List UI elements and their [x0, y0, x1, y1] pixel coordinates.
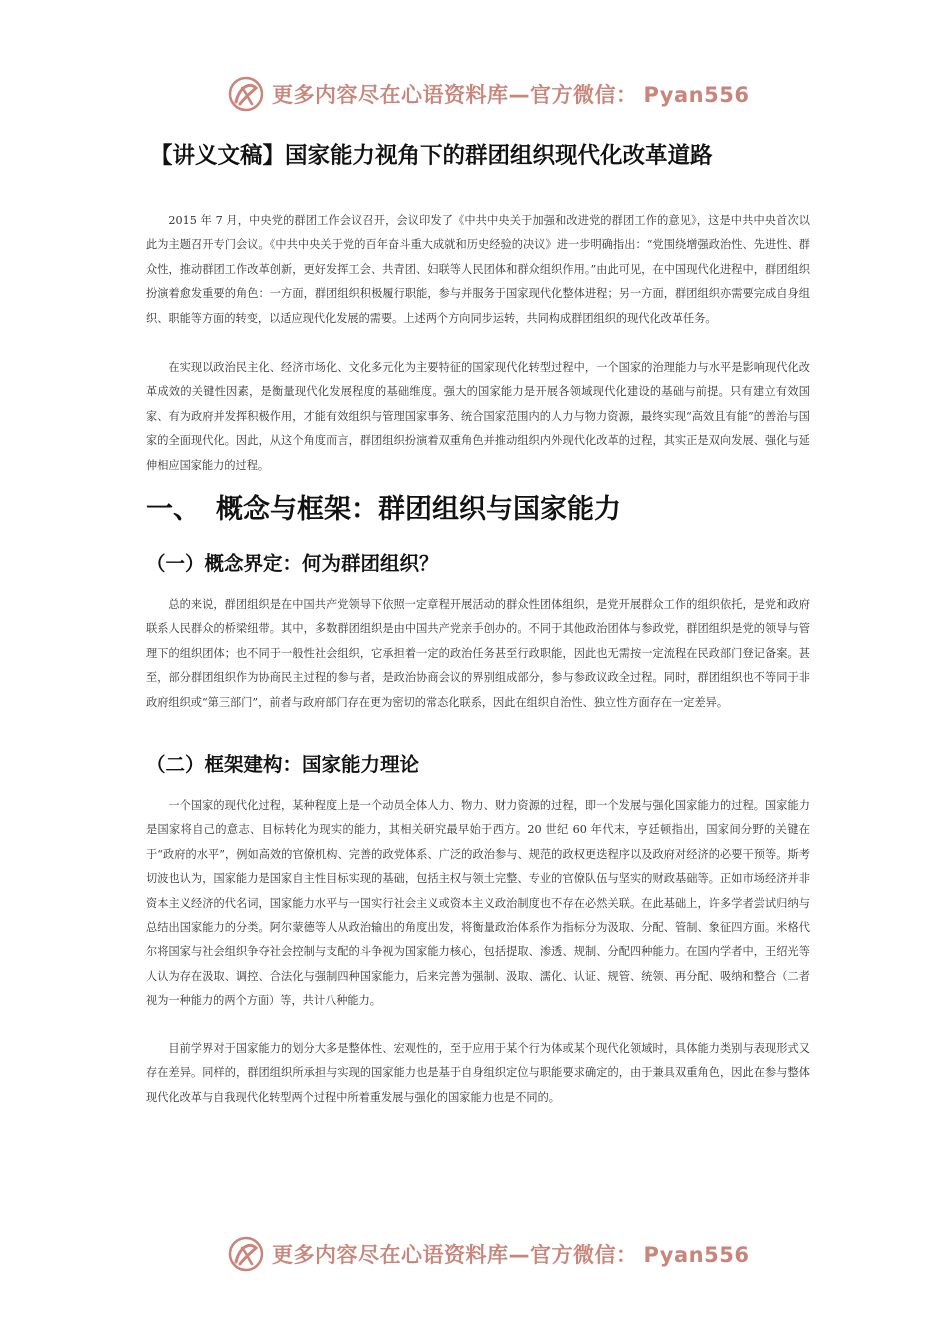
subsection-2-paragraph-1: 一个国家的现代化过程，某种程度上是一个动员全体人力、物力、财力资源的过程，即一个发展与强化国家能力的过程。国家能力是国家将自己的意志、目标转化为现实的能力，其相关研究最早始于西方。20 世纪 60 年代末，亨廷顿指出，国家间分野的关键在于“政府的水平”，例如高效的官僚机构、完善的政党体系、广泛的政治参与、规范的政权更迭程序以及政府对经济的必要干预等。斯考切波也认为，国家能力是国家自主性目标实现的基础，包括主权与领土完整、专业的官僚队伍与坚实的财政基础等。正如市场经济并非资本主义经济的代名词，国家能力水平与一国实行社会主义或资本主义政治制度也不存在必然关联。在此基础上，许多学者尝试归纳与总结出国家能力的分类。阿尔蒙德等人从政治输出的角度出发，将衡量政治体系作为指标分为汲取、分配、管制、象征四方面。米格代尔将国家与社会组织争夺社会控制与支配的斗争视为国家能力核心，包括提取、渗透、规制、分配四种能力。在国内学者中，王绍光等人认为存在汲取、调控、合法化与强制四种国家能力，后来完善为强制、汲取、濡化、认证、规管、统领、再分配、吸纳和整合（二者视为一种能力的两个方面）等，共计八种能力。	[146, 799, 810, 1008]
subsection-heading-1: （一）概念界定：何为群团组织？	[146, 552, 439, 575]
watermark-text: 更多内容尽在心语资料库—官方微信： Pyan556	[272, 1243, 750, 1267]
section-number: 一、	[146, 494, 200, 525]
subsection-heading-2: （二）框架建构：国家能力理论	[146, 753, 420, 776]
subsection-1-paragraph: 总的来说，群团组织是在中国共产党领导下依照一定章程开展活动的群众性团体组织，是党开展群众工作的组织依托，是党和政府联系人民群众的桥梁纽带。其中，多数群团组织是由中国共产党亲手创办的。不同于其他政治团体与参政党，群团组织是党的领导与管理下的组织团体；也不同于一般性社会组织，它承担着一定的政治任务甚至行政职能，因此也无需按一定流程在民政部门登记备案。甚至，部分群团组织作为协商民主过程的参与者，是政治协商会议的界别组成部分，参与参政议政全过程。同时，群团组织也不等同于非政府组织或“第三部门”，前者与政府部门存在更为密切的常态化联系，因此在组织自治性、独立性方面存在一定差异。	[146, 598, 810, 709]
footer-watermark-banner	[0, 1232, 950, 1276]
subsection-2-paragraph-2: 目前学界对于国家能力的划分大多是整体性、宏观性的，至于应用于某个行为体或某个现代化领域时，具体能力类别与表现形式又存在差异。同样的，群团组织所承担与实现的国家能力也是基于自身组织定位与职能要求确定的，由于兼具双重角色，因此在参与整体现代化改革与自我现代化转型两个过程中所着重发展与强化的国家能力也是不同的。	[146, 1042, 810, 1104]
header-watermark-banner	[0, 72, 950, 116]
intro-paragraph-1: 2015 年 7 月，中央党的群团工作会议召开，会议印发了《中共中央关于加强和改进党的群团工作的意见》，这是中共中央首次以此为主题召开专门会议。《中共中央关于党的百年奋斗重大成就和历史经验的决议》进一步明确指出：“党围绕增强政治性、先进性、群众性，推动群团工作改革创新，更好发挥工会、共青团、妇联等人民团体和群众组织作用。”由此可见，在中国现代化进程中，群团组织扮演着愈发重要的角色：一方面，群团组织积极履行职能，参与并服务于国家现代化整体进程；另一方面，群团组织亦需要完成自身组织、职能等方面的转变，以适应现代化发展的需要。上述两个方向同步运转，共同构成群团组织的现代化改革任务。	[146, 214, 810, 325]
ribbon-logo-icon	[226, 74, 266, 114]
section-title: 概念与框架：群团组织与国家能力	[216, 494, 621, 525]
document-title: 【讲义文稿】国家能力视角下的群团组织现代化改革道路	[150, 143, 713, 169]
ribbon-logo-icon	[226, 1234, 266, 1274]
section-heading-1	[146, 487, 621, 526]
watermark-text: 更多内容尽在心语资料库—官方微信： Pyan556	[272, 83, 750, 107]
intro-paragraph-2: 在实现以政治民主化、经济市场化、文化多元化为主要特征的国家现代化转型过程中，一个国家的治理能力与水平是影响现代化改革成效的关键性因素，是衡量现代化发展程度的基础维度。强大的国家能力是开展各领域现代化建设的基础与前提。只有建立有效国家、有为政府并发挥积极作用，才能有效组织与管理国家事务、统合国家范围内的人力与物力资源，最终实现“高效且有能”的善治与国家的全面现代化。因此，从这个角度而言，群团组织扮演着双重角色并推动组织内外现代化改革的过程，其实正是双向发展、强化与延伸相应国家能力的过程。	[146, 361, 810, 472]
